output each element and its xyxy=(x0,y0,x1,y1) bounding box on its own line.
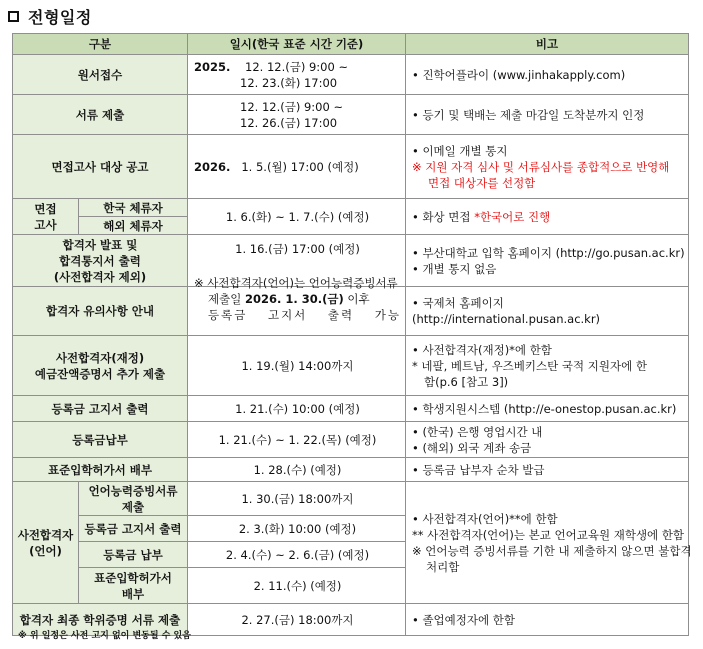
section-title-text: 전형일정 xyxy=(28,7,92,27)
table-row xyxy=(13,336,689,396)
sub-label xyxy=(79,568,188,604)
row-date: 1. 28.(수) (예정) xyxy=(188,458,406,482)
date-end: 12. 23.(화) 17:00 xyxy=(240,75,338,90)
row-date: 1. 6.(화) ~ 1. 7.(수) (예정) xyxy=(188,199,406,235)
label-line: 언어능력증빙서류 xyxy=(88,483,178,498)
note-line: 처리함 xyxy=(426,559,460,574)
label-line: 예금잔액증명서 추가 제출 xyxy=(34,366,166,381)
label-line: 사전합격자(재정) xyxy=(55,350,145,365)
row-note: • 등기 및 택배는 제출 마감일 도착분까지 인정 xyxy=(406,95,689,135)
row-date: 1. 30.(금) 18:00까지 xyxy=(188,482,406,516)
label-line: 제출 xyxy=(121,499,145,514)
row-note: • 진학어플라이 (www.jinhakapply.com) xyxy=(406,55,689,95)
note-line: ※ 언어능력 증빙서류를 기한 내 제출하지 않으면 불합격 xyxy=(412,543,692,558)
header-row xyxy=(13,34,689,55)
row-label: 원서접수 xyxy=(13,55,188,95)
row-note xyxy=(406,135,689,199)
label-line: 고사 xyxy=(34,217,57,232)
note-highlight: *한국어로 진행 xyxy=(474,209,551,224)
row-note xyxy=(406,235,689,287)
header-remarks: 비고 xyxy=(406,34,689,55)
sub-label-domestic: 한국 체류자 xyxy=(79,199,188,217)
date-start: 1. 5.(월) 17:00 (예정) xyxy=(241,159,359,174)
row-label: 면접고사 대상 공고 xyxy=(13,135,188,199)
row-note xyxy=(406,199,689,235)
row-date: 2. 4.(수) ~ 2. 6.(금) (예정) xyxy=(188,542,406,568)
label-line: 면접 xyxy=(34,201,57,216)
row-label: 합격자 유의사항 안내 xyxy=(13,287,188,336)
row-date: 2. 27.(금) 18:00까지 xyxy=(188,604,406,636)
note-line: 함(p.6 [참고 3]) xyxy=(424,374,509,389)
row-label xyxy=(13,336,188,396)
shared-note-text: 이후 xyxy=(343,292,370,306)
shared-note-line: 등록금 고지서 출력 가능 xyxy=(208,308,401,322)
sub-label: 등록금 고지서 출력 xyxy=(79,516,188,542)
row-date: 1. 19.(월) 14:00까지 xyxy=(188,336,406,396)
note-line: • 개별 통지 없음 xyxy=(412,261,497,276)
table-row xyxy=(13,396,689,422)
table-row xyxy=(13,199,689,217)
table-row xyxy=(13,287,689,336)
row-label xyxy=(13,199,79,235)
row-label xyxy=(13,482,79,604)
table-row xyxy=(13,55,689,95)
note-line: • 부산대학교 입학 홈페이지 (http://go.pusan.ac.kr) xyxy=(412,245,685,260)
row-note xyxy=(406,482,692,604)
row-label: 등록금 고지서 출력 xyxy=(13,396,188,422)
note-line: • 화상 면접 xyxy=(412,209,475,224)
row-note: • 졸업예정자에 한함 xyxy=(406,604,689,636)
date-year: 2026. xyxy=(194,159,231,174)
label-line: 사전합격자 xyxy=(17,527,74,542)
shared-note-text: 제출일 xyxy=(208,292,245,306)
checkbox-icon xyxy=(8,11,19,22)
row-date xyxy=(188,55,406,95)
section-title xyxy=(8,5,92,27)
row-date xyxy=(188,95,406,135)
row-note: • 학생지원시스템 (http://e-onestop.pusan.ac.kr) xyxy=(406,396,689,422)
table-row xyxy=(13,95,689,135)
row-label: 합격자 최종 학위증명 서류 제출 xyxy=(13,604,188,636)
row-note: • 국제처 홈페이지 (http://international.pusan.ac.kr) xyxy=(406,287,689,336)
label-line: 표준입학허가서 xyxy=(94,570,172,585)
note-line: * 네팔, 베트남, 우즈베키스탄 국적 지원자에 한 xyxy=(412,358,647,373)
row-note xyxy=(406,422,689,458)
row-date: 1. 21.(수) 10:00 (예정) xyxy=(188,396,406,422)
note-line: • 이메일 개별 통지 xyxy=(412,143,508,158)
date-start: 1. 16.(금) 17:00 (예정) xyxy=(235,242,360,256)
label-line: 합격통지서 출력 xyxy=(59,253,141,268)
label-line: (사전합격자 제외) xyxy=(53,269,147,284)
row-label: 서류 제출 xyxy=(13,95,188,135)
sub-label-overseas: 해외 체류자 xyxy=(79,217,188,235)
schedule-table xyxy=(12,33,692,636)
table-row xyxy=(13,458,689,482)
sub-label: 등록금 납부 xyxy=(79,542,188,568)
row-label: 등록금납부 xyxy=(13,422,188,458)
date-year: 2025. xyxy=(194,59,231,74)
note-line: • 사전합격자(재정)*에 한함 xyxy=(412,342,552,357)
row-date: 1. 21.(수) ~ 1. 22.(목) (예정) xyxy=(188,422,406,458)
note-warning-cont: 면접 대상자를 선정함 xyxy=(428,175,536,190)
date-start: 12. 12.(금) 9:00 ~ xyxy=(240,99,344,114)
header-datetime: 일시(한국 표준 시간 기준) xyxy=(188,34,406,55)
note-warning: ※ 지원 자격 심사 및 서류심사를 종합적으로 반영해 xyxy=(412,159,670,174)
label-line: (언어) xyxy=(29,543,62,558)
shared-note-line: ※ 사전합격자(언어)는 언어능력증빙서류 xyxy=(194,276,398,290)
note-line: ** 사전합격자(언어)는 본교 언어교육원 재학생에 한함 xyxy=(412,527,685,542)
footnote: ※ 위 일정은 사전 고지 없이 변동될 수 있음 xyxy=(18,631,191,641)
shared-note xyxy=(188,276,406,336)
row-label xyxy=(13,235,188,287)
sub-label xyxy=(79,482,188,516)
note-line: • (해외) 외국 계좌 송금 xyxy=(412,440,532,455)
label-line: 합격자 발표 및 xyxy=(62,237,138,252)
row-label: 표준입학허가서 배부 xyxy=(13,458,188,482)
shared-note-date: 2026. 1. 30.(금) xyxy=(244,292,344,306)
header-category: 구분 xyxy=(13,34,188,55)
note-line: • 사전합격자(언어)**에 한함 xyxy=(412,511,558,526)
table-row xyxy=(13,422,689,458)
row-date: 2. 11.(수) (예정) xyxy=(188,568,406,604)
note-line: • (한국) 은행 영업시간 내 xyxy=(412,424,543,439)
table-row xyxy=(13,135,689,199)
row-date: 2. 3.(화) 10:00 (예정) xyxy=(188,516,406,542)
date-end: 12. 26.(금) 17:00 xyxy=(240,115,338,130)
table-row xyxy=(13,482,689,516)
row-date xyxy=(188,135,406,199)
row-note: • 등록금 납부자 순차 발급 xyxy=(406,458,689,482)
label-line: 배부 xyxy=(121,586,145,601)
row-note xyxy=(406,336,689,396)
date-start: 12. 12.(금) 9:00 ~ xyxy=(245,59,349,74)
